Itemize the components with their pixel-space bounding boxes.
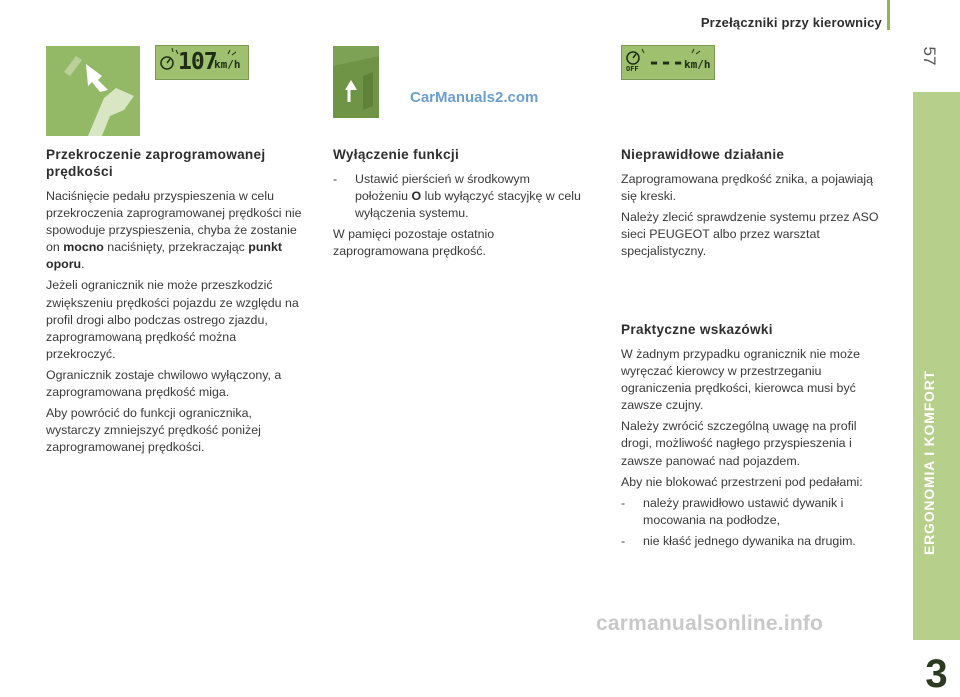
text-segment: Naciśnięcie pedału przyspieszenia w celu przekroczenia zaprogramowanej prędkości nie spowoduje przyspieszenia, chyba że zostanie on [46,189,302,255]
page-number: 57 [920,46,939,66]
text-bold-o: O [411,189,422,204]
paragraph-temporarily-off: Ogranicznik zostaje chwilowo wyłączony, a zaprogramowana prędkość miga. [46,367,282,400]
bullet-text: należy prawidłowo ustawić dywanik i mocowania na podłodze, [643,495,844,527]
off-indicator: OFF [626,65,639,73]
list-item [621,533,886,550]
watermark-carmanuals: CarManuals2.com [410,89,539,106]
paragraph-memory: W pamięci pozostaje ostatnio zaprogramowana prędkość. [333,227,495,259]
chapter-section-label: ERGONOMIA I KOMFORT [921,369,937,555]
paragraph-road-profile: Jeżeli ogranicznik nie może przeszkodzić zwiększeniu prędkości pojazdu ze względu na profil drogi albo podczas ostrego zjazdu, zaprogramowaną prędkość można przekroczyć. [46,278,299,361]
bullet-dash: - [621,495,626,510]
list-item [621,495,886,529]
paragraph-accelerator [46,188,308,273]
paragraph-check-system: Należy zlecić sprawdzenie systemu przez ASO sieci PEUGEOT albo przez warsztat specjalistyczny. [621,210,879,259]
column-practical-tips [621,321,886,554]
text-segment: lub wyłączyć stacyjkę w celu wyłączenia systemu. [355,189,581,221]
column-malfunction [621,146,883,264]
speed-dashes: --- [648,50,685,74]
paragraph-dashes-appear: Zaprogramowana prędkość znika, a pojawiają się kreski. [621,172,874,204]
bullet-text: nie kłaść jednego dywanika na drugim. [643,533,856,548]
foot-pedal-icon [46,46,140,136]
speed-digits: 107 [178,49,217,75]
paragraph-driver-alert: W żadnym przypadku ogranicznik nie może wyręczać kierowcy w przestrzeganiu ograniczenia prędkości, kierowca musi być zawsze czujny. [621,347,860,413]
list-item [333,171,583,222]
control-ring-icon [333,46,379,118]
chapter-side-tab [913,92,960,696]
heading-exceeding-speed: Przekroczenie zaprogramowanej prędkości [46,147,266,179]
page-header-title: Przełączniki przy kierownicy [700,15,882,30]
bullet-dash: - [621,533,626,548]
bullet-text [355,171,583,222]
text-segment: . [81,257,85,272]
speed-display-right [621,45,715,80]
watermark-carmanualsonline: carmanualsonline.info [596,612,824,635]
pedal-illustration [46,46,140,136]
paragraph-road-attention: Należy zwrócić szczególną uwagę na profil drogi, możliwość nagłego przyspieszenia i zawsze panować nad pojazdem. [621,419,857,468]
paragraph-return: Aby powrócić do funkcji ogranicznika, wystarczy zmniejszyć prędkość poniżej zaprogramowanej prędkości. [46,406,261,455]
bullet-dash: - [333,172,338,186]
chapter-number: 3 [925,652,948,696]
header-rule [887,0,890,30]
paragraph-pedal-space: Aby nie blokować przestrzeni pod pedałami: [621,474,863,489]
text-segment: Ustawić pierścień w środkowym położeniu [355,172,530,204]
heading-switch-off: Wyłączenie funkcji [333,147,460,162]
text-segment: naciśnięty, przekraczając [103,240,249,255]
text-bold-firmly: mocno [63,240,104,255]
speed-display-left [155,45,249,80]
column-exceeding-speed [46,146,308,460]
speed-unit: km/h [214,58,241,71]
heading-malfunction: Nieprawidłowe działanie [621,147,785,162]
text-bold-resistance-point: punkt oporu [46,240,282,272]
ring-illustration [333,46,379,118]
speed-unit-right: km/h [684,58,711,71]
heading-practical-tips: Praktyczne wskazówki [621,322,773,337]
column-switch-off [333,146,583,264]
